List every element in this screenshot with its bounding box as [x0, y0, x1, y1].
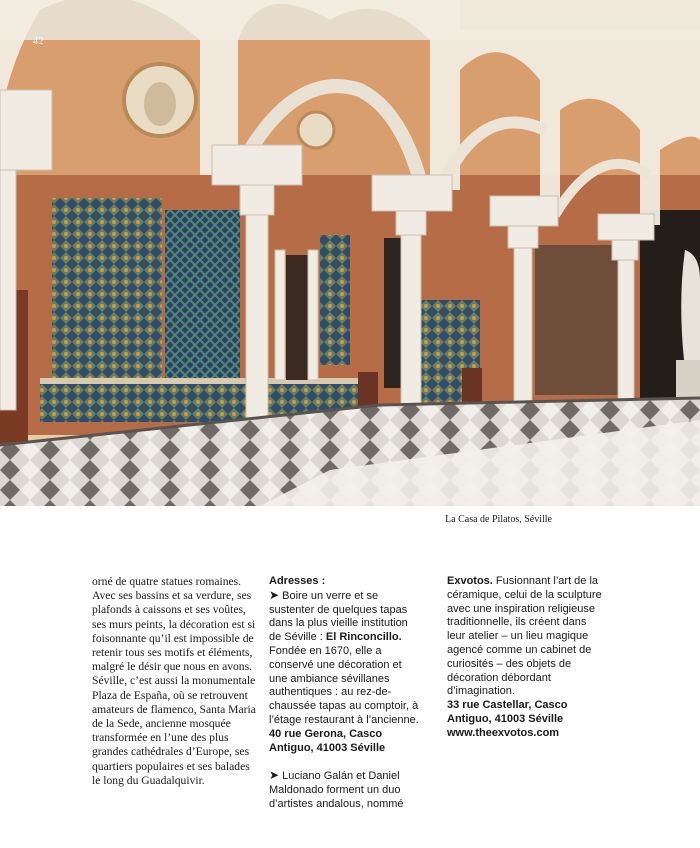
entry-el-rinconcillo: [269, 589, 419, 728]
page-number: 42: [33, 36, 44, 47]
column-1: [92, 575, 258, 788]
arrow-icon: ➤: [269, 587, 280, 602]
column-2: [269, 575, 419, 812]
entry-1-name: El Rinconcillo.: [325, 631, 402, 644]
arrow-icon: ➤: [269, 768, 280, 783]
entry-1-address: 40 rue Gerona, Casco Antiguo, 41003 Séville: [269, 727, 386, 754]
photo-caption: La Casa de Pilatos, Séville: [445, 514, 552, 525]
entry-1-body: Fondée en 1670, elle a conservé une décoration et une ambiance sévillanes authentiques : au rez-de-chaussée tapas au comptoir, à l’étage restaurant à l’ancienne.: [269, 644, 419, 726]
column-1-text: orné de quatre statues romaines. Avec ses bassins et sa verdure, ses plafonds à caissons et ses voûtes, ses murs peints, la décoration est si foisonnante qu’il est impossible de retenir tous ses motifs et éléments, malgré le désir que nous en avons. Séville, c’est aussi la monumentale Plaza de España, où se retrouvent amateurs de flamenco, Santa Maria de la Sede, ancienne mosquée transformée en l’une des plus grandes cathédrales d’Europe, ses quartiers populaires et ses balades le long du Guadalquivir.: [92, 575, 256, 787]
entry-exvotos: [447, 575, 607, 699]
entry-2-text: Luciano Galán et Daniel Maldonado forment un duo d’artistes andalous, nommé: [269, 770, 404, 810]
entry-exvotos-intro: [269, 769, 419, 811]
entry-1-intro: Boire un verre et se sustenter de quelques tapas dans la plus vieille institution de Séville :: [269, 589, 408, 644]
exvotos-body: Fusionnant l’art de la céramique, celui de la sculpture avec une inspiration religieuse traditionnelle, ils créent dans leur atelier – un lieu magique agencé comme un cabinet de curiosités – des objets de décoration débordant d’imagination.: [447, 575, 602, 698]
addresses-heading: Adresses :: [269, 575, 326, 587]
exvotos-address: 33 rue Castellar, Casco Antiguo, 41003 Séville: [447, 699, 568, 725]
column-3: [447, 575, 607, 741]
exvotos-website-link[interactable]: www.theexvotos.com: [447, 726, 560, 739]
exvotos-name: Exvotos.: [447, 575, 493, 587]
